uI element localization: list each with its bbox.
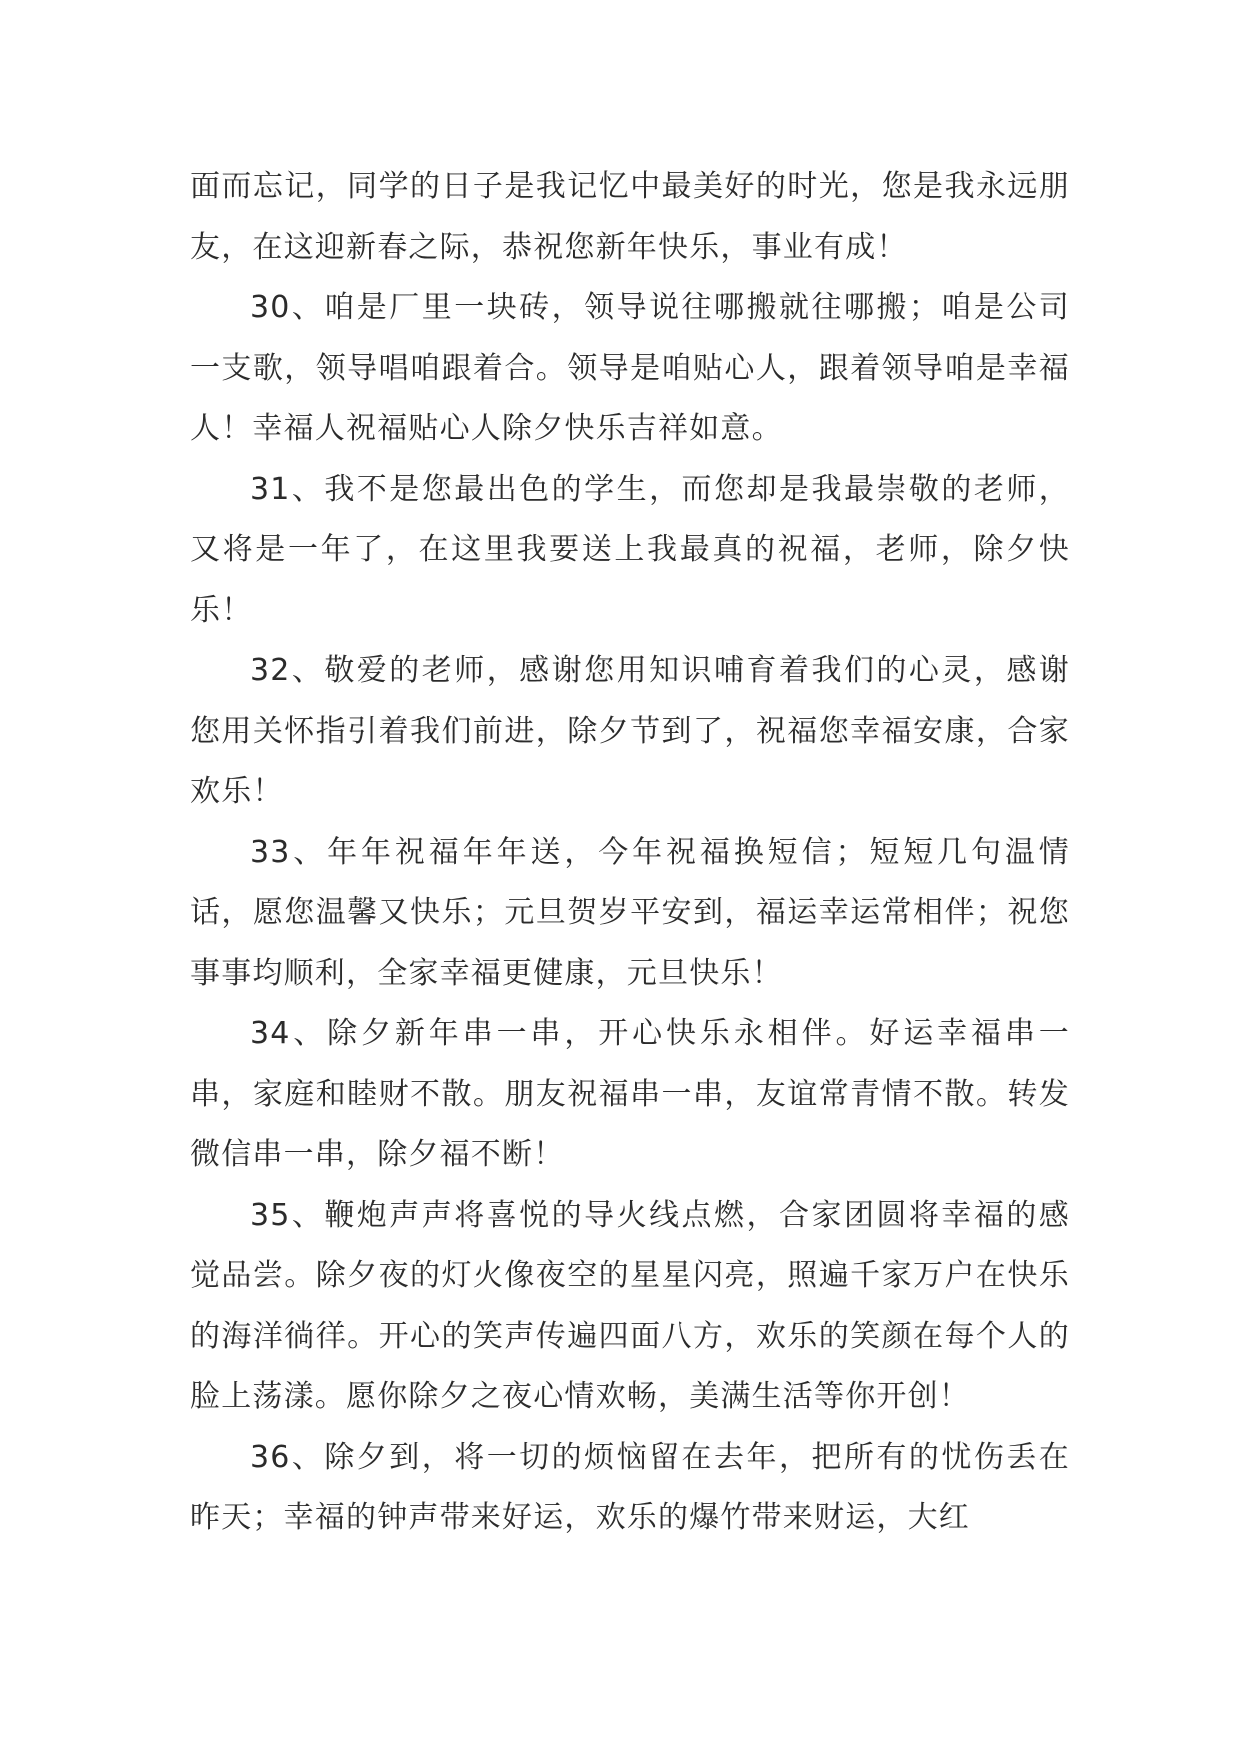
paragraph-item-33: 33、年年祝福年年送，今年祝福换短信；短短几句温情话，愿您温馨又快乐；元旦贺岁平安到，福运幸运常相伴；祝您事事均顺利，全家幸福更健康，元旦快乐！ <box>190 834 1070 991</box>
paragraph-continuation: 面而忘记，同学的日子是我记忆中最美好的时光，您是我永远朋友，在这迎新春之际，恭祝您新年快乐，事业有成！ <box>190 169 1070 265</box>
paragraph-item-31: 31、我不是您最出色的学生，而您却是我最崇敬的老师，又将是一年了，在这里我要送上我最真的祝福，老师，除夕快乐！ <box>190 471 1070 628</box>
paragraph-item-30: 30、咱是厂里一块砖，领导说往哪搬就往哪搬；咱是公司一支歌，领导唱咱跟着合。领导是咱贴心人，跟着领导咱是幸福人！幸福人祝福贴心人除夕快乐吉祥如意。 <box>190 290 1070 446</box>
paragraph-item-34: 34、除夕新年串一串，开心快乐永相伴。好运幸福串一串，家庭和睦财不散。朋友祝福串一串，友谊常青情不散。转发微信串一串，除夕福不断！ <box>190 1016 1070 1172</box>
paragraph-item-32: 32、敬爱的老师，感谢您用知识哺育着我们的心灵，感谢您用关怀指引着我们前进，除夕节到了，祝福您幸福安康，合家欢乐！ <box>190 653 1070 809</box>
document-body <box>190 157 1070 1549</box>
paragraph-item-35: 35、鞭炮声声将喜悦的导火线点燃，合家团圆将幸福的感觉品尝。除夕夜的灯火像夜空的星星闪亮，照遍千家万户在快乐的海洋徜徉。开心的笑声传遍四面八方，欢乐的笑颜在每个人的脸上荡漾。愿你除夕之夜心情欢畅，美满生活等你开创！ <box>190 1197 1070 1414</box>
paragraph-item-36: 36、除夕到，将一切的烦恼留在去年，把所有的忧伤丢在昨天；幸福的钟声带来好运，欢乐的爆竹带来财运，大红 <box>190 1439 1070 1535</box>
